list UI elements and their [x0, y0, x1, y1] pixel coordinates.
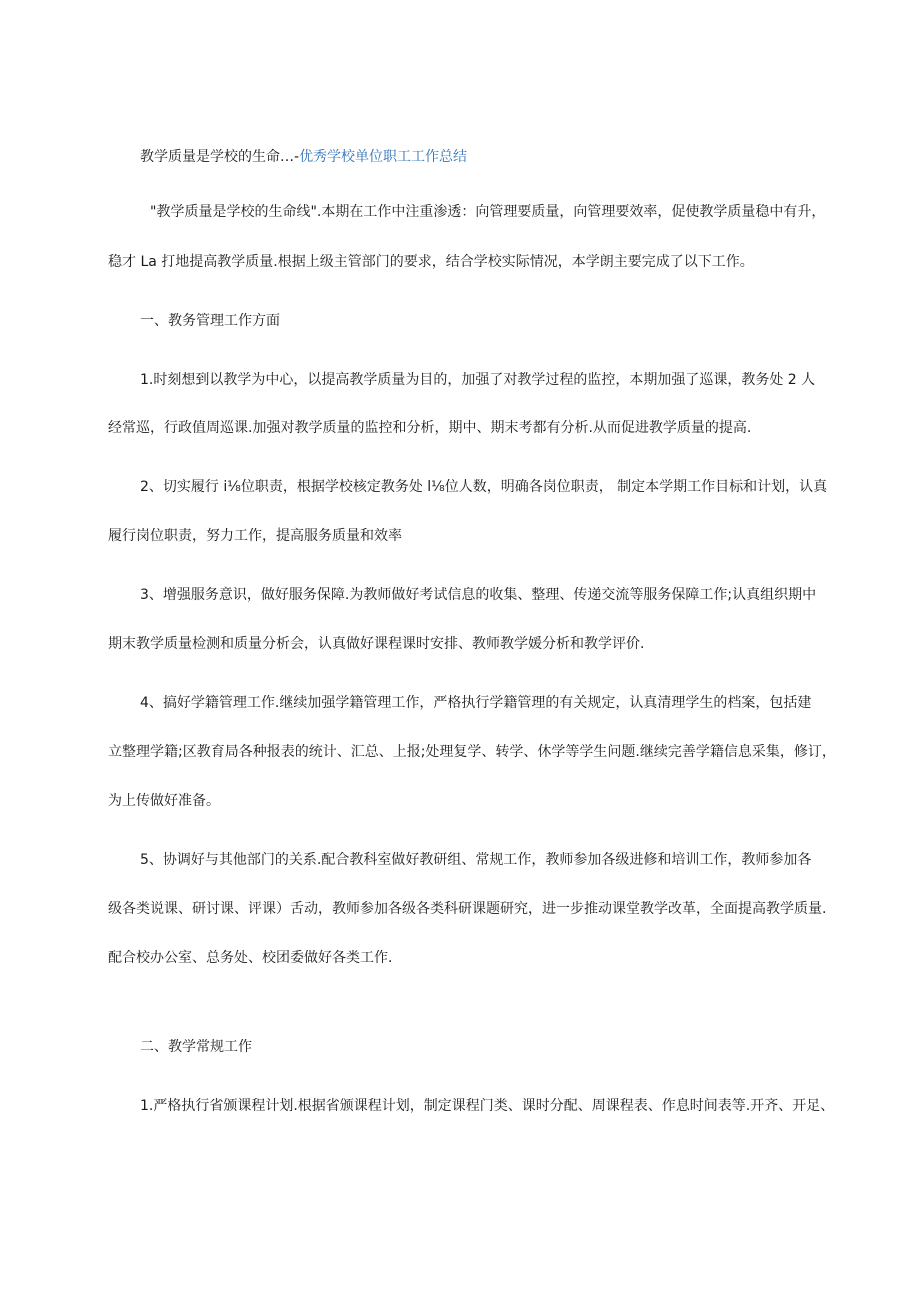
section-heading: 一、教务管理工作方面 [140, 313, 280, 329]
paragraph-line: 经常巡，行政值周巡课.加强对教学质量的监控和分析，期中、期末考都有分析.从而促进教学质量的提高. [108, 420, 752, 436]
paragraph-line: 3、增强服务意识，做好服务保障.为教师做好考试信息的收集、整理、传递交流等服务保障工作;认真组织期中 [140, 587, 817, 603]
paragraph-line: 1.严格执行省颁课程计划.根据省颁课程计划，制定课程门类、课时分配、周课程表、作息时间表等.开齐、开足、 [140, 1098, 835, 1114]
paragraph-line: 为上传做好准备。 [108, 793, 220, 809]
paragraph-line: 级各类说课、研讨课、评课）舌动，教师参加各级各类科研课题研究，进一步推动课堂教学改革，全面提高教学质量. [108, 901, 827, 917]
paragraph-line: 立整理学籍;区教育局各种报表的统计、汇总、上报;处理复学、转学、休学等学生问题.继续完善学籍信息采集，修订， [108, 744, 836, 760]
title-prefix: 教学质量是学校的生命…- [140, 149, 300, 165]
paragraph-line: 期末教学质量检测和质量分析会，认真做好课程课时安排、教师教学媛分析和教学评价. [108, 636, 645, 652]
title-link[interactable]: 优秀学校单位职工工作总结 [299, 149, 468, 165]
paragraph-line: 稳才 La 打地提高教学质量.根据上级主管部门的要求，结合学校实际情况，本学朗主要完成了以下工作。 [108, 254, 754, 270]
paragraph-line: 2、切实履行 i⅛位职责，根据学校核定教务处 l⅛位人数，明确各岗位职责， 制定本学期工作目标和计划，认真 [140, 479, 828, 495]
paragraph-line: "教学质量是学校的生命线".本期在工作中注重渗透：向管理要质量，向管理要效率，促使教学质量稳中有升， [150, 204, 826, 220]
section-heading: 二、教学常规工作 [140, 1039, 252, 1055]
document-title [140, 147, 467, 167]
paragraph-line: 4、搞好学籍管理工作.继续加强学籍管理工作，严格执行学籍管理的有关规定，认真清理学生的档案，包括建 [140, 695, 812, 711]
paragraph-line: 5、协调好与其他部门的关系.配合教科室做好教研组、常规工作，教师参加各级进修和培训工作，教师参加各 [140, 852, 812, 868]
paragraph-line: 履行岗位职责，努力工作，提高服务质量和效率 [108, 528, 402, 544]
paragraph-line: 配合校办公室、总务处、校团委做好各类工作. [108, 950, 393, 966]
paragraph-line: 1.时刻想到以教学为中心，以提高教学质量为目的，加强了对教学过程的监控，本期加强了巡课，教务处 2 人 [140, 372, 816, 388]
